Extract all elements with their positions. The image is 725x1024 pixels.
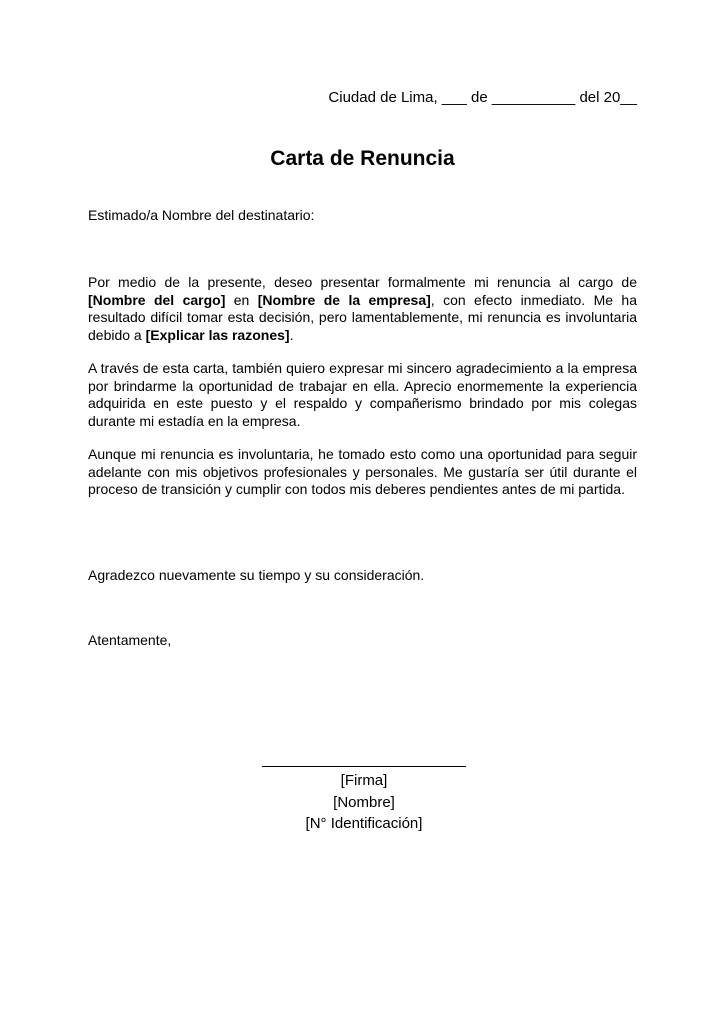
paragraph-text: en xyxy=(225,291,258,308)
page-title: Carta de Renuncia xyxy=(270,147,455,170)
closing-thanks: Agradezco nuevamente su tiempo y su consideración. xyxy=(88,567,425,583)
paragraph-text: Por medio de la presente, deseo presentar formalmente mi renuncia al cargo de xyxy=(88,274,637,290)
signature-placeholder: [Firma] xyxy=(340,772,388,789)
place-date-line: Ciudad de Lima, ___ de __________ del 20__ xyxy=(328,89,637,106)
company-placeholder: [Nombre de la empresa] xyxy=(257,291,431,308)
paragraph-text: . xyxy=(289,326,294,343)
reasons-placeholder: [Explicar las razones] xyxy=(145,326,290,343)
signature-line xyxy=(262,766,466,767)
id-placeholder: [N° Identificación] xyxy=(305,815,423,832)
paragraph-text: A través de esta carta, también quiero expresar mi sincero agradecimiento a la empresa por brindarme la oportunidad de trabajar en ella. Aprecio enormemente la experiencia adquirida en este puesto y el respaldo y compañerismo brindado por mis colegas durante mi estadía en la empresa. xyxy=(88,360,637,429)
closing-regards: Atentamente, xyxy=(88,632,172,648)
paragraph-text: Aunque mi renuncia es involuntaria, he tomado esto como una oportunidad para seguir adelante con mis objetivos profesionales y personales. Me gustaría ser útil durante el proceso de transición y cumplir con todos mis deberes pendientes antes de mi partida. xyxy=(88,446,637,498)
name-placeholder: [Nombre] xyxy=(333,793,395,811)
paragraph-transition xyxy=(88,446,637,499)
paragraph-gratitude xyxy=(88,360,637,430)
signature-block xyxy=(262,766,466,835)
paragraph-resignation xyxy=(88,274,637,344)
job-title-placeholder: [Nombre del cargo] xyxy=(88,291,226,308)
salutation: Estimado/a Nombre del destinatario: xyxy=(88,207,315,223)
paragraph-text: , con efecto inmediato. Me ha resultado difícil tomar esta decisión, pero lamentablemente, mi renuncia es involuntaria debido a xyxy=(88,291,637,343)
